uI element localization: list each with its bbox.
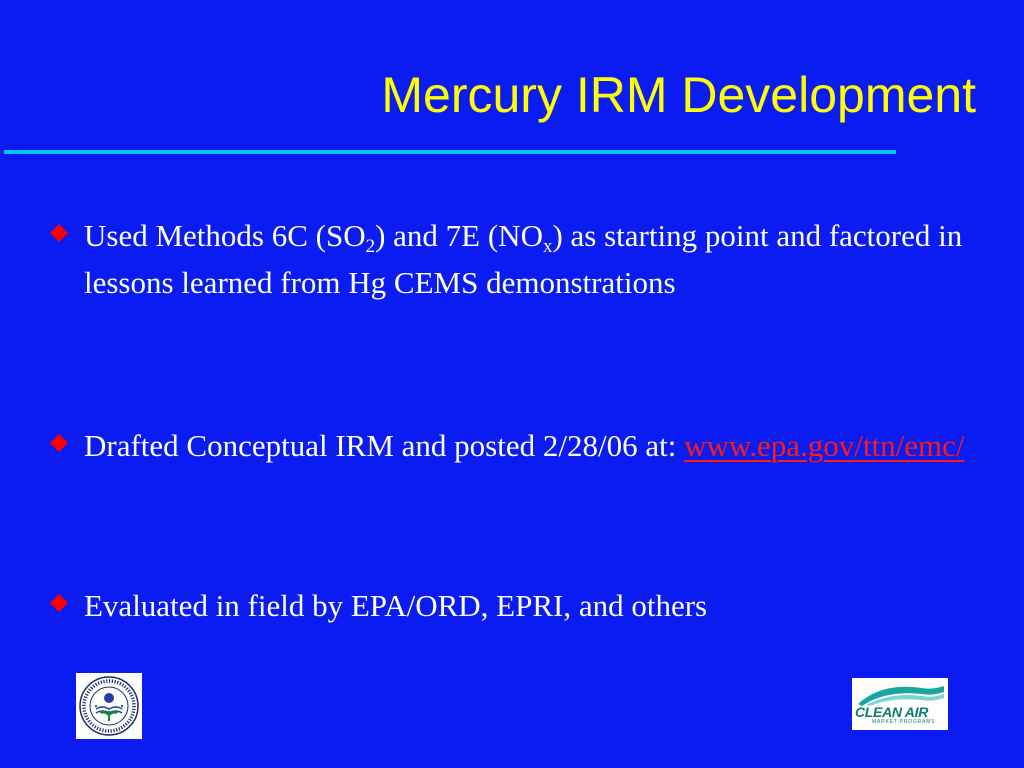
clean-air-logo-subtext: MARKET PROGRAMS — [872, 719, 936, 725]
bullet-text-part: ) as starting point and factored in lessons learned from Hg CEMS demonstrations — [84, 218, 963, 300]
bullet-text — [84, 212, 988, 306]
epa-url-link[interactable]: www.epa.gov/ttn/emc/ — [684, 428, 965, 463]
bullet-text-part: Used Methods 6C (SO — [84, 218, 366, 253]
bullet-item — [48, 422, 988, 469]
bullet-text: Evaluated in field by EPA/ORD, EPRI, and others — [84, 588, 708, 623]
subscript-text: x — [542, 236, 553, 257]
clean-air-logo-text: CLEAN AIR — [855, 704, 929, 720]
subscript-text: 2 — [365, 236, 376, 257]
title-divider — [4, 150, 896, 154]
diamond-bullet-icon — [48, 432, 70, 454]
epa-seal-logo — [76, 673, 142, 739]
bullet-text — [84, 422, 988, 469]
slide-title: Mercury IRM Development — [381, 67, 976, 123]
bullet-item — [48, 582, 988, 629]
bullet-text-part: ) and 7E (NO — [375, 218, 543, 253]
diamond-bullet-icon — [48, 592, 70, 614]
clean-air-markets-logo — [852, 678, 948, 730]
bullet-text-part: Drafted Conceptual IRM and posted 2/28/06 at: — [84, 428, 685, 463]
epa-seal-icon — [76, 673, 142, 739]
bullet-item — [48, 212, 988, 306]
diamond-bullet-icon — [48, 222, 70, 244]
